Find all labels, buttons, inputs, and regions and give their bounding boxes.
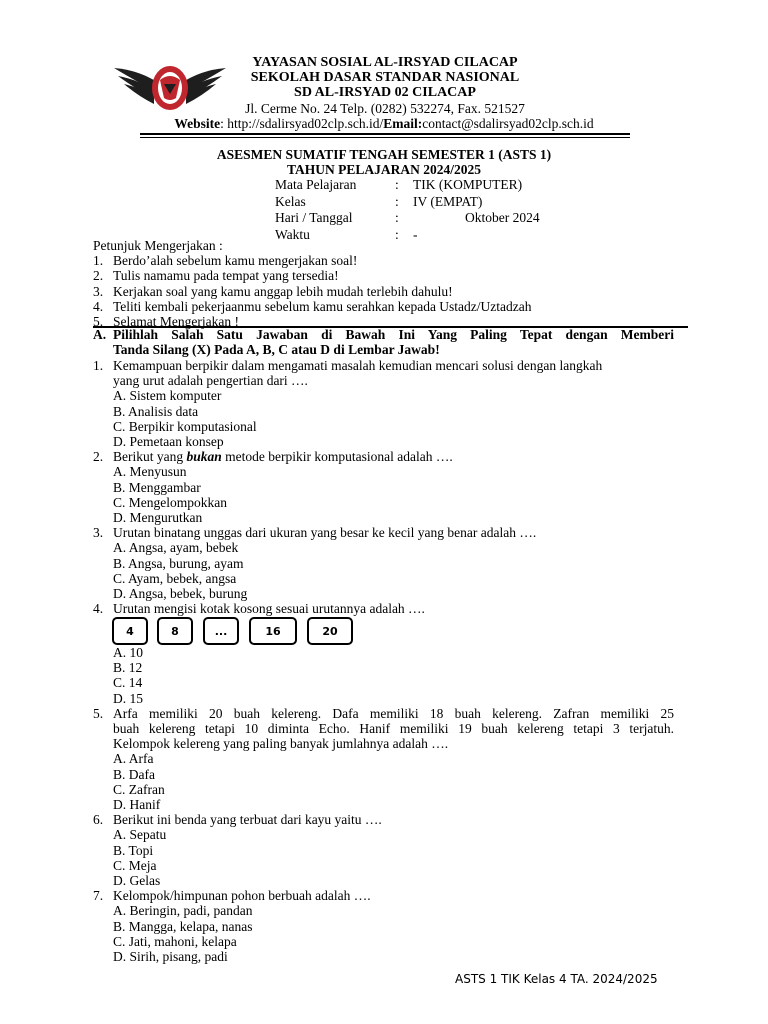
question-1-cont: yang urut adalah pengertian dari …. bbox=[113, 373, 308, 389]
option: C. Ayam, bebek, angsa bbox=[113, 570, 237, 586]
sequence-box: 4 bbox=[112, 617, 148, 645]
option: C. Meja bbox=[113, 857, 157, 873]
meta-label: Hari / Tanggal bbox=[275, 210, 353, 225]
option: D. Sirih, pisang, padi bbox=[113, 949, 228, 965]
sequence-box-blank: ... bbox=[203, 617, 239, 645]
section-instruction-1: Pilihlah Salah Satu Jawaban di Bawah Ini Yang Paling Tepat dengan Memberi bbox=[113, 327, 674, 342]
instructions-heading: Petunjuk Mengerjakan : bbox=[93, 238, 223, 253]
page-footer: ASTS 1 TIK Kelas 4 TA. 2024/2025 bbox=[455, 972, 658, 986]
email-value: contact@sdalirsyad02clp.sch.id bbox=[422, 116, 594, 131]
email-label: Email: bbox=[383, 116, 423, 131]
question-2: 2. Berikut yang bukan metode berpikir komputasional adalah …. bbox=[93, 449, 453, 465]
meta-row bbox=[275, 194, 540, 211]
option: B. Dafa bbox=[113, 766, 155, 782]
question-1: 1. Kemampuan berpikir dalam mengamati masalah kemudian mencari solusi dengan langkah bbox=[93, 358, 603, 373]
question-5: 5. Arfa memiliki 20 buah kelereng. Dafa memiliki 18 buah kelereng. Zafran memiliki 25 bbox=[93, 705, 674, 721]
option: C. 14 bbox=[113, 675, 143, 691]
school-address: Jl. Cerme No. 24 Telp. (0282) 532274, Fax. 521527 bbox=[245, 101, 525, 116]
header-divider-thin bbox=[140, 137, 630, 138]
option: C. Jati, mahoni, kelapa bbox=[113, 933, 237, 949]
sequence-box: 20 bbox=[307, 617, 353, 645]
exam-meta bbox=[275, 177, 540, 243]
option: A. 10 bbox=[113, 645, 143, 660]
school-header bbox=[190, 55, 580, 117]
instruction-item: 3. Kerjakan soal yang kamu anggap lebih mudah terlebih dahulu! bbox=[93, 283, 453, 299]
instruction-item: 2. Tulis namamu pada tempat yang tersedia! bbox=[93, 268, 339, 284]
instructions bbox=[93, 238, 532, 329]
questions-block-1 bbox=[93, 358, 602, 616]
meta-value: - bbox=[413, 226, 418, 242]
sequence-box: 8 bbox=[157, 617, 193, 645]
option: B. Analisis data bbox=[113, 403, 199, 419]
option: B. Mangga, kelapa, nanas bbox=[113, 918, 253, 934]
meta-row bbox=[275, 177, 540, 194]
sequence-box: 16 bbox=[249, 617, 297, 645]
section-instruction-2: Tanda Silang (X) Pada A, B, C atau D di Lembar Jawab! bbox=[113, 342, 440, 358]
option: C. Mengelompokkan bbox=[113, 494, 227, 510]
option: D. 15 bbox=[113, 690, 143, 706]
meta-label: Mata Pelajaran bbox=[275, 177, 357, 192]
meta-colon: : bbox=[395, 210, 399, 225]
header-divider bbox=[140, 133, 630, 135]
contact-line bbox=[0, 116, 768, 132]
question-6: 6. Berikut ini benda yang terbuat dari kayu yaitu …. bbox=[93, 812, 382, 828]
meta-colon: : bbox=[395, 226, 399, 242]
option: D. Mengurutkan bbox=[113, 510, 203, 526]
meta-value: TIK (KOMPUTER) bbox=[413, 177, 523, 192]
meta-colon: : bbox=[395, 177, 399, 192]
website-value: : http://sdalirsyad02clp.sch.id/ bbox=[220, 116, 384, 131]
section-label: A. bbox=[93, 327, 107, 342]
option: A. Angsa, ayam, bebek bbox=[113, 540, 239, 556]
school-name: SD AL-IRSYAD 02 CILACAP bbox=[294, 85, 476, 100]
option: A. Sistem komputer bbox=[113, 388, 222, 404]
section-a-heading bbox=[93, 327, 674, 357]
instruction-item: 4. Teliti kembali pekerjaanmu sebelum kamu serahkan kepada Ustadz/Uztadzah bbox=[93, 298, 532, 314]
meta-colon: : bbox=[395, 193, 399, 209]
emphasis: bukan bbox=[186, 449, 222, 465]
question-5-cont: buah kelereng tetapi 10 diminta Echo. Hanif memiliki 19 buah kelereng tetapi 3 terjatuh. bbox=[113, 721, 674, 737]
questions-block-2 bbox=[93, 645, 674, 964]
option: B. 12 bbox=[113, 660, 143, 676]
meta-value: IV (EMPAT) bbox=[413, 193, 483, 209]
instruction-item: 1. Berdo’alah sebelum kamu mengerjakan soal! bbox=[93, 253, 358, 269]
option: D. Pemetaan konsep bbox=[113, 434, 224, 450]
meta-label: Waktu bbox=[275, 226, 310, 242]
school-type: SEKOLAH DASAR STANDAR NASIONAL bbox=[250, 70, 520, 85]
exam-title: ASESMEN SUMATIF TENGAH SEMESTER 1 (ASTS 1) bbox=[216, 147, 552, 162]
option: B. Angsa, burung, ayam bbox=[113, 555, 244, 571]
option: C. Zafran bbox=[113, 781, 165, 797]
website-label: Website bbox=[174, 116, 221, 131]
meta-row bbox=[275, 210, 540, 227]
meta-label: Kelas bbox=[275, 193, 306, 209]
meta-value: Oktober 2024 bbox=[465, 210, 540, 225]
option: A. Arfa bbox=[113, 751, 154, 767]
option: B. Topi bbox=[113, 842, 154, 858]
instruction-item: 5. Selamat Mengerjakan ! bbox=[93, 314, 239, 330]
option: A. Beringin, padi, pandan bbox=[113, 903, 253, 919]
option: B. Menggambar bbox=[113, 479, 201, 495]
question-3: 3. Urutan binatang unggas dari ukuran yang besar ke kecil yang benar adalah …. bbox=[93, 525, 537, 541]
academic-year: TAHUN PELAJARAN 2024/2025 bbox=[286, 162, 481, 177]
question-5-cont: Kelompok kelereng yang paling banyak jumlahnya adalah …. bbox=[113, 736, 449, 752]
option: D. Hanif bbox=[113, 797, 161, 813]
question-7: 7. Kelompok/himpunan pohon berbuah adalah …. bbox=[93, 888, 371, 904]
option: D. Gelas bbox=[113, 873, 161, 889]
question-4: 4. Urutan mengisi kotak kosong sesuai urutannya adalah …. bbox=[93, 601, 425, 617]
option: A. Menyusun bbox=[113, 464, 187, 480]
foundation-name: YAYASAN SOSIAL AL-IRSYAD CILACAP bbox=[252, 55, 518, 70]
option: C. Berpikir komputasional bbox=[113, 418, 257, 434]
option: A. Sepatu bbox=[113, 827, 167, 843]
option: D. Angsa, bebek, burung bbox=[113, 586, 248, 602]
